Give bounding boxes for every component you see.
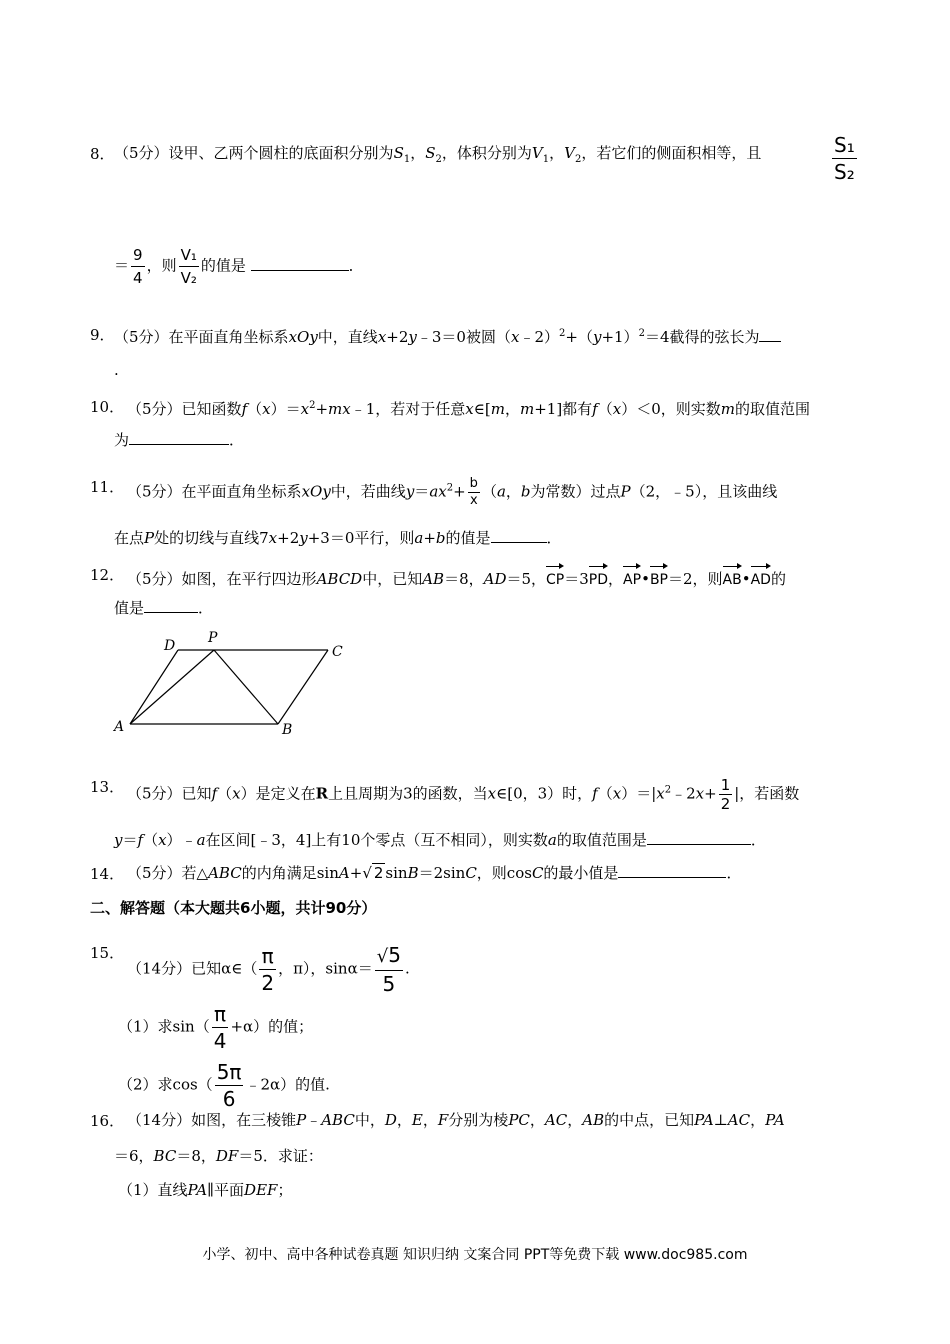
fraction-1-2: $\frac{1}{2}$ bbox=[720, 776, 731, 813]
page-footer: 小学、初中、高中各种试卷真题 知识归纳 文案合同 PPT等免费下载 www.doc985.com bbox=[202, 1247, 748, 1263]
question-number: 13． bbox=[90, 778, 125, 796]
segment-bp bbox=[214, 650, 278, 724]
answer-blank bbox=[144, 598, 198, 613]
fraction-9-4: $\frac{9}{4}$ bbox=[133, 246, 143, 287]
vector-cp: CP bbox=[546, 564, 564, 590]
label-p: P bbox=[208, 630, 218, 646]
answer-blank bbox=[618, 863, 726, 878]
label-c: C bbox=[332, 644, 343, 660]
question-text-cont: ＝6，BC＝8，DF＝5．求证： bbox=[114, 1147, 323, 1165]
question-text: （14分）如图，在三棱锥P﹣ABC中，D，E，F分别为棱PC，AC，AB的中点，已知PA⊥AC，PA bbox=[127, 1111, 785, 1129]
fraction-5pi-6: $\frac{5\pi}{6}$ bbox=[216, 1060, 242, 1111]
answer-blank bbox=[647, 830, 751, 845]
fraction-b-x: $\frac{b}{x}$ bbox=[469, 476, 478, 508]
sub-question-1: （1）求sin（ $\frac{\pi}{4}$ +α）的值； bbox=[118, 1002, 314, 1053]
fraction-sqrt5-5: $\frac{√5}{5}$ bbox=[376, 943, 401, 996]
question-text: （5分）在平面直角坐标系xOy中，直线x+2y﹣3＝0被圆$(x﹣2)^2+(y+1)^2=4$截得的弦长为 bbox=[114, 324, 781, 347]
question-number: 14． bbox=[90, 865, 125, 883]
label-a: A bbox=[114, 719, 125, 735]
question-text-cont: y＝f（x）﹣a在区间[﹣3，4]上有10个零点（互不相同），则实数a的取值范围是 ． bbox=[114, 831, 766, 849]
question-text: （5分）在平面直角坐标系xOy中，若曲线$y=ax^2+$ $\frac{b}{x}$ （a，b为常数）过点P（2，﹣5），且该曲线 bbox=[127, 476, 778, 508]
question-number: 11． bbox=[90, 478, 125, 496]
question-text: （5分）如图，在平行四边形ABCD中，已知AB＝8，AD＝5，CP＝3PD，AP•BP＝2，则AB•AD的 bbox=[127, 564, 786, 590]
answer-blank bbox=[129, 430, 229, 445]
question-number: 12． bbox=[90, 566, 125, 584]
fraction-s1-s2: $\frac{\text{S₁}}{\text{S₂}}$ bbox=[834, 133, 855, 184]
question-text-cont: ＝ $\frac{9}{4}$ ，则 $\frac{\text{V₁}}{\text{V₂}}$ 的值是 ． bbox=[114, 246, 364, 287]
fraction-pi-2: $\frac{\pi}{2}$ bbox=[261, 944, 275, 995]
parallelogram-figure bbox=[108, 628, 358, 740]
segment-ap bbox=[130, 650, 214, 724]
label-d: D bbox=[164, 638, 176, 654]
vector-ab: AB bbox=[723, 564, 742, 590]
answer-blank bbox=[491, 528, 547, 543]
question-text: （14分）已知α∈（ $\frac{\pi}{2}$ ，π），sinα＝ $\frac{√5}{5}$ . bbox=[127, 943, 410, 996]
question-number: 8． bbox=[90, 145, 115, 163]
edge-ad bbox=[130, 650, 178, 724]
vector-pd: PD bbox=[589, 564, 608, 590]
fraction-v1-v2: $\frac{\text{V₁}}{\text{V₂}}$ bbox=[180, 246, 197, 287]
fraction-pi-4: $\frac{\pi}{4}$ bbox=[213, 1002, 227, 1053]
answer-blank bbox=[251, 256, 349, 271]
question-number: 10． bbox=[90, 398, 125, 416]
question-text-cont: 为 ． bbox=[114, 431, 245, 449]
question-text-cont: 在点P处的切线与直线7x+2y+3＝0平行，则a+b的值是 ． bbox=[114, 529, 562, 547]
question-number: 15． bbox=[90, 944, 125, 962]
sub-question-1: （1）直线PA∥平面DEF； bbox=[118, 1181, 293, 1199]
question-end: . bbox=[114, 361, 119, 379]
question-number: 9． bbox=[90, 326, 115, 344]
question-text-cont: 值是 ． bbox=[114, 599, 214, 617]
question-text: （5分）已知f（x）是定义在R上且周期为3的函数，当x∈[0，3）时，$f(x)=|x^2﹣2x+$ $\frac{1}{2}$ |，若函数 bbox=[127, 776, 800, 813]
vector-ad: AD bbox=[751, 564, 771, 590]
sub-question-2: （2）求cos（ $\frac{5\pi}{6}$ ﹣2α）的值. bbox=[118, 1060, 330, 1111]
sqrt-2: √ 2 bbox=[362, 864, 384, 882]
question-text: （5分）设甲、乙两个圆柱的底面积分别为$S_1$，$S_2$，体积分别为$V_1$，$V_2$，若它们的侧面积相等，且 bbox=[114, 144, 762, 165]
edge-bc bbox=[278, 650, 328, 724]
answer-blank bbox=[759, 327, 781, 342]
question-text: （5分）已知函数$f(x)=x^2+mx﹣1$，若对于任意x∈[m，m+1]都有f（x）＜0，则实数m的取值范围 bbox=[127, 400, 811, 418]
label-b: B bbox=[282, 722, 293, 738]
question-text: （5分）若△ABC的内角满足sinA+√ 2 sinB＝2sinC，则cosC的最小值是 ． bbox=[127, 864, 742, 882]
section-heading: 二、解答题（本大题共6小题，共计90分） bbox=[90, 899, 377, 917]
vector-bp: BP bbox=[650, 564, 668, 590]
question-number: 16． bbox=[90, 1112, 125, 1130]
vector-ap: AP bbox=[623, 564, 641, 590]
